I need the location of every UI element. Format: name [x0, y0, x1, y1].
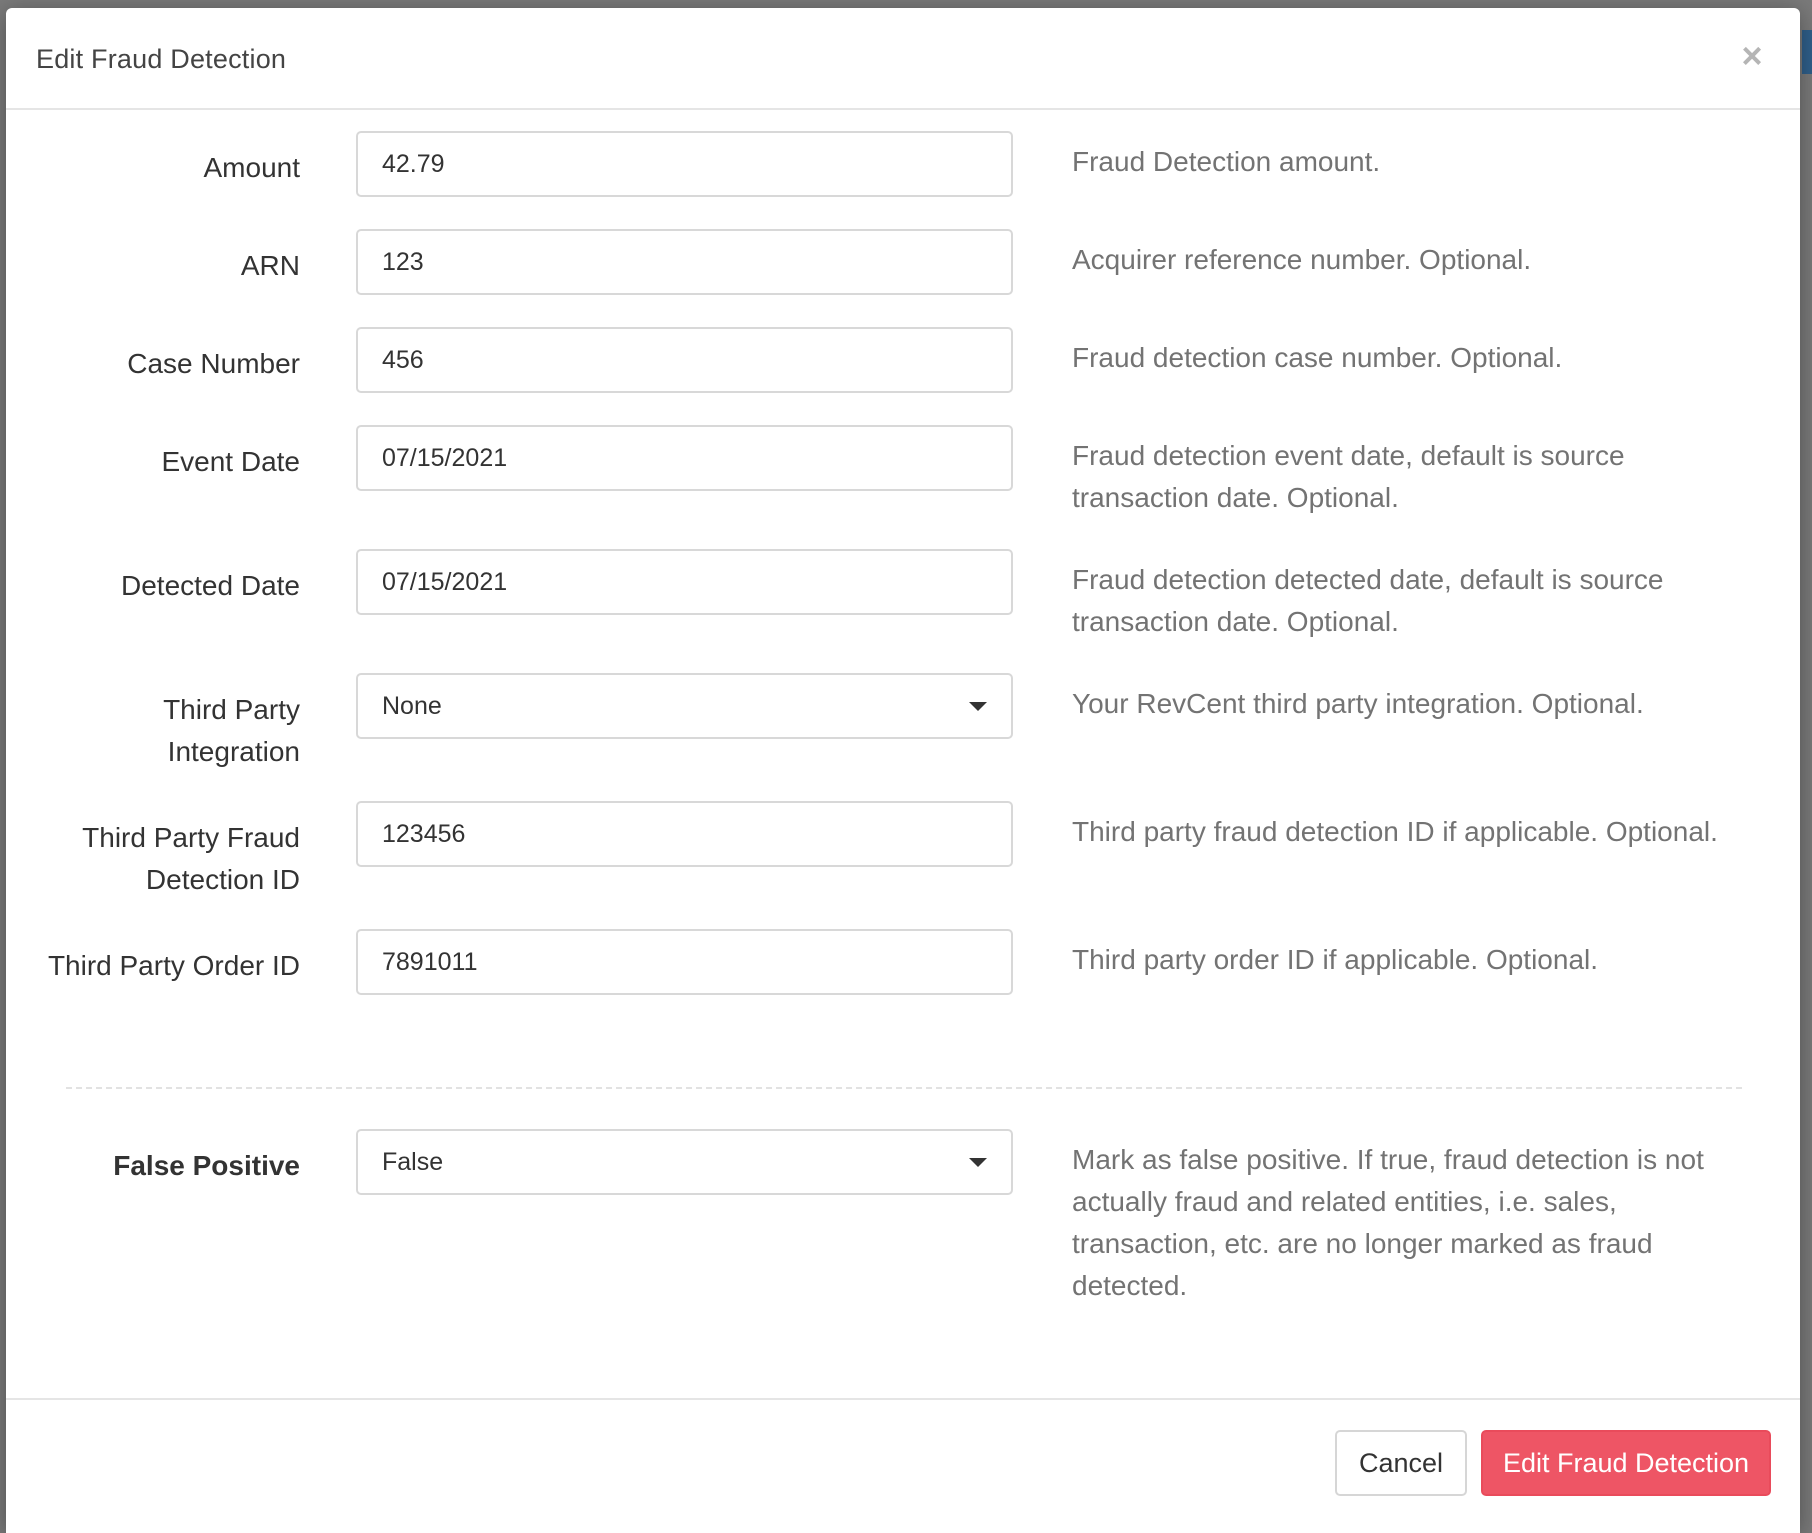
case-number-input[interactable]	[356, 327, 1013, 393]
modal-header	[6, 8, 1800, 110]
false-positive-select[interactable]	[356, 1129, 1013, 1195]
chevron-down-icon	[969, 1158, 987, 1167]
false-positive-label: False Positive	[113, 1150, 300, 1181]
third-party-fraud-detection-id-help: Third party fraud detection ID if applicable. Optional.	[1072, 816, 1718, 847]
backdrop-accent	[1802, 30, 1812, 74]
detected-date-input[interactable]	[356, 549, 1013, 615]
modal-footer	[6, 1398, 1800, 1533]
event-date-help: Fraud detection event date, default is source transaction date. Optional.	[1072, 440, 1625, 513]
amount-input[interactable]	[356, 131, 1013, 197]
arn-label: ARN	[240, 250, 300, 281]
third-party-integration-help: Your RevCent third party integration. Optional.	[1072, 688, 1644, 719]
third-party-fraud-detection-id-label: Third Party Fraud Detection ID	[82, 822, 300, 895]
modal-title: Edit Fraud Detection	[36, 44, 287, 74]
amount-help: Fraud Detection amount.	[1072, 146, 1381, 177]
edit-fraud-detection-modal	[6, 8, 1800, 1533]
event-date-label: Event Date	[161, 446, 300, 477]
detected-date-label: Detected Date	[121, 570, 300, 601]
arn-help: Acquirer reference number. Optional.	[1072, 244, 1532, 275]
detected-date-help: Fraud detection detected date, default is source transaction date. Optional.	[1072, 564, 1664, 637]
close-icon[interactable]: ×	[1741, 35, 1763, 76]
event-date-input[interactable]	[356, 425, 1013, 491]
third-party-order-id-help: Third party order ID if applicable. Optional.	[1072, 944, 1599, 975]
case-number-label: Case Number	[127, 348, 300, 379]
chevron-down-icon	[969, 702, 987, 711]
third-party-order-id-label: Third Party Order ID	[47, 950, 300, 981]
third-party-integration-label: Third Party Integration	[163, 694, 300, 767]
third-party-integration-value: None	[382, 691, 442, 720]
amount-label: Amount	[203, 152, 300, 183]
section-divider	[66, 1087, 1742, 1089]
third-party-fraud-detection-id-input[interactable]	[356, 801, 1013, 867]
false-positive-value: False	[382, 1147, 444, 1176]
arn-input[interactable]	[356, 229, 1013, 295]
third-party-order-id-input[interactable]	[356, 929, 1013, 995]
edit-fraud-detection-button[interactable]: Edit Fraud Detection	[1481, 1430, 1771, 1496]
false-positive-help: Mark as false positive. If true, fraud detection is not actually fraud and related entities, i.e. sales, transaction, etc. are no longer marked as fraud detected.	[1072, 1144, 1704, 1301]
case-number-help: Fraud detection case number. Optional.	[1072, 342, 1563, 373]
third-party-integration-select[interactable]	[356, 673, 1013, 739]
cancel-button[interactable]: Cancel	[1335, 1430, 1467, 1496]
